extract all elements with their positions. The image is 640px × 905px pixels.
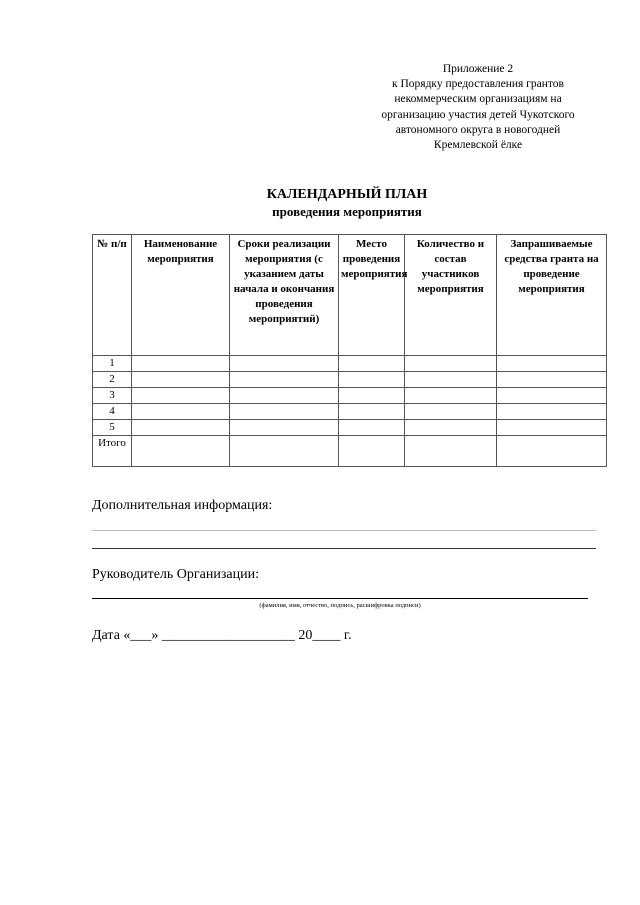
table-cell[interactable] xyxy=(230,404,339,420)
table-row xyxy=(93,404,607,420)
row-number: 1 xyxy=(93,356,132,372)
header-number: № п/п xyxy=(93,235,132,356)
additional-info-line[interactable] xyxy=(92,548,596,549)
table-cell[interactable] xyxy=(497,388,607,404)
appendix-line: Кремлевской ёлке xyxy=(433,139,523,152)
table-cell[interactable] xyxy=(497,356,607,372)
header-name: Наименование мероприятия xyxy=(132,235,230,356)
signature-line[interactable] xyxy=(92,598,588,599)
title-sub: проведения мероприятия xyxy=(272,204,422,219)
table-cell[interactable] xyxy=(132,436,230,467)
header-funds: Запрашиваемые средства гранта на проведение мероприятия xyxy=(497,235,607,356)
table-cell[interactable] xyxy=(497,436,607,467)
table-cell[interactable] xyxy=(405,436,497,467)
date-field[interactable]: Дата «___» ___________________ 20____ г. xyxy=(92,628,352,643)
table-cell[interactable] xyxy=(405,388,497,404)
appendix-line: Приложение 2 xyxy=(442,63,514,75)
header-place: Место проведения мероприятия xyxy=(339,235,405,356)
table-cell[interactable] xyxy=(230,372,339,388)
signature-note: (фамилия, имя, отчество, подпись, расшифровка подписи) xyxy=(259,602,421,609)
table-cell[interactable] xyxy=(339,388,405,404)
table-cell[interactable] xyxy=(339,404,405,420)
table-cell[interactable] xyxy=(132,420,230,436)
table-cell[interactable] xyxy=(230,420,339,436)
table-row xyxy=(93,372,607,388)
table-header-row xyxy=(93,235,607,356)
appendix-line: организацию участия детей Чукотского xyxy=(381,108,575,121)
table-cell[interactable] xyxy=(132,388,230,404)
table-cell[interactable] xyxy=(230,356,339,372)
table-cell[interactable] xyxy=(405,356,497,372)
table-cell[interactable] xyxy=(339,372,405,388)
document-title xyxy=(92,186,602,220)
table-cell[interactable] xyxy=(405,372,497,388)
header-participants: Количество и состав участников мероприятия xyxy=(405,235,497,356)
appendix-block xyxy=(350,62,606,153)
appendix-line: некоммерческим организациям на xyxy=(394,93,562,106)
title-main: КАЛЕНДАРНЫЙ ПЛАН xyxy=(266,187,428,202)
header-dates: Сроки реализации мероприятия (с указанием даты начала и окончания проведения мероприятий) xyxy=(230,235,339,356)
row-number: 3 xyxy=(93,388,132,404)
table-cell[interactable] xyxy=(339,356,405,372)
table-cell[interactable] xyxy=(497,372,607,388)
table-cell[interactable] xyxy=(230,388,339,404)
table-cell[interactable] xyxy=(339,436,405,467)
table-row xyxy=(93,420,607,436)
table-cell[interactable] xyxy=(132,404,230,420)
table-cell[interactable] xyxy=(405,420,497,436)
table-total-row xyxy=(93,436,607,467)
additional-info-line[interactable] xyxy=(92,530,596,531)
additional-info-label: Дополнительная информация: xyxy=(92,498,273,513)
table-row xyxy=(93,388,607,404)
row-number: 4 xyxy=(93,404,132,420)
table-cell[interactable] xyxy=(132,356,230,372)
organization-head-label: Руководитель Организации: xyxy=(92,567,259,582)
appendix-line: автономного округа в новогодней xyxy=(395,123,561,136)
table-cell[interactable] xyxy=(132,372,230,388)
table-cell[interactable] xyxy=(497,404,607,420)
total-label: Итого xyxy=(93,436,132,467)
table-row xyxy=(93,356,607,372)
calendar-plan-table xyxy=(92,234,607,467)
table-cell[interactable] xyxy=(339,420,405,436)
row-number: 2 xyxy=(93,372,132,388)
row-number: 5 xyxy=(93,420,132,436)
table-cell[interactable] xyxy=(405,404,497,420)
table-cell[interactable] xyxy=(230,436,339,467)
appendix-line: к Порядку предоставления грантов xyxy=(392,78,564,91)
table-cell[interactable] xyxy=(497,420,607,436)
